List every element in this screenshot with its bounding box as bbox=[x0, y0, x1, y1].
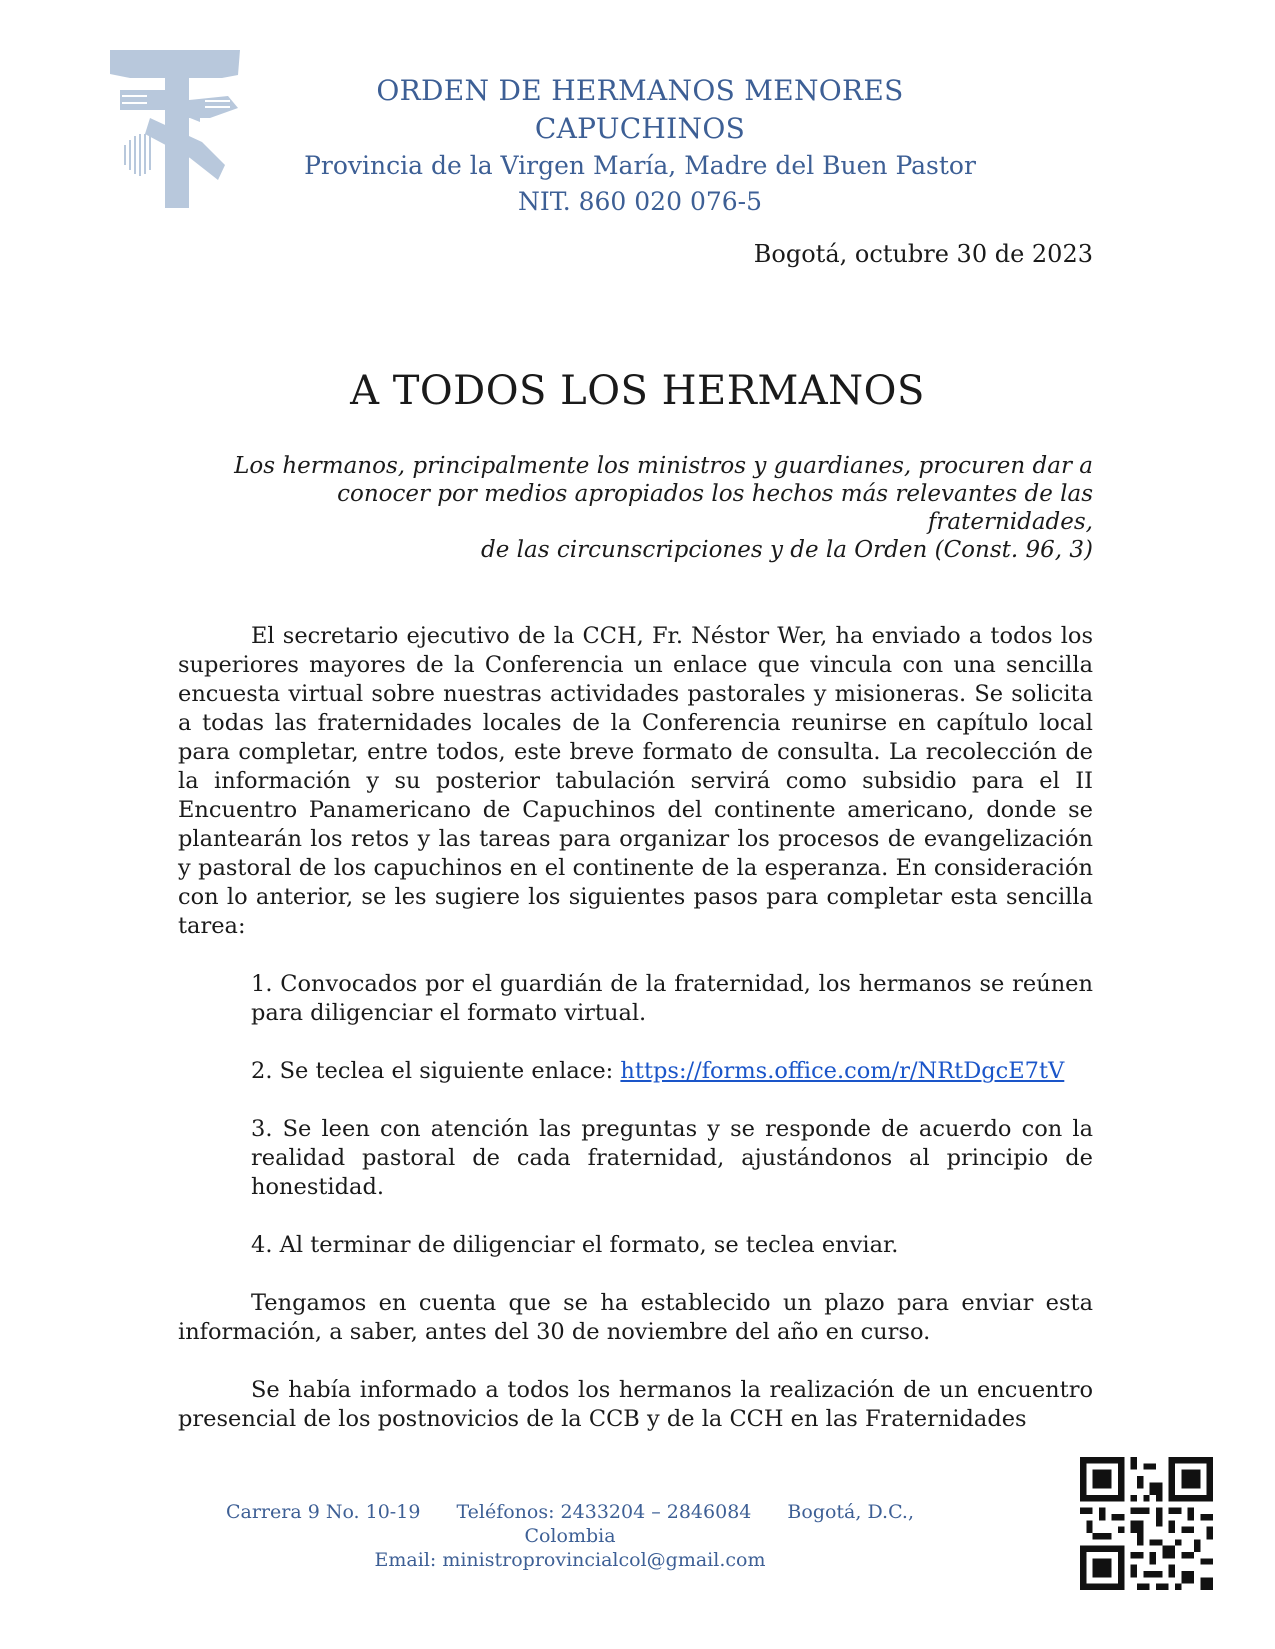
epigraph-line: de las circunscripciones y de la Orden (Const. 96, 3) bbox=[481, 537, 1093, 563]
footer-email: Email: ministroprovincialcol@gmail.com bbox=[374, 1549, 766, 1571]
footer-address: Carrera 9 No. 10-19 bbox=[225, 1501, 421, 1523]
footer-contact-line bbox=[200, 1500, 940, 1548]
epigraph-line: Los hermanos, principalmente los ministros y guardianes, procuren dar a bbox=[234, 453, 1093, 479]
step-2-text: 2. Se teclea el siguiente enlace: bbox=[251, 1058, 621, 1084]
epigraph-line: conocer por medios apropiados los hechos más relevantes de las fraternidades, bbox=[337, 481, 1093, 535]
letter-heading: A TODOS LOS HERMANOS bbox=[350, 368, 925, 414]
paragraph-meeting: Se había informado a todos los hermanos la realización de un encuentro presencial de los postnovicios de la CCB y de la CCH en las Fraternidades bbox=[178, 1377, 1093, 1432]
footer-phones: Teléfonos: 2433204 – 2846084 bbox=[456, 1501, 752, 1523]
step-1: 1. Convocados por el guardián de la fraternidad, los hermanos se reúnen para diligenciar el formato virtual. bbox=[251, 971, 1093, 1026]
province-name: Provincia de la Virgen María, Madre del Buen Pastor bbox=[304, 151, 976, 180]
letter-footer bbox=[200, 1500, 940, 1572]
org-name: ORDEN DE HERMANOS MENORES CAPUCHINOS bbox=[376, 74, 904, 145]
footer-city: Bogotá, D.C., Colombia bbox=[524, 1501, 915, 1547]
step-4: 4. Al terminar de diligenciar el formato, se teclea enviar. bbox=[251, 1232, 899, 1258]
tau-cross-logo-icon bbox=[110, 50, 250, 208]
step-3: 3. Se leen con atención las preguntas y se responde de acuerdo con la realidad pastoral de cada fraternidad, ajustándonos al principio de honestidad. bbox=[251, 1116, 1093, 1200]
paragraph-intro: El secretario ejecutivo de la CCH, Fr. Néstor Wer, ha enviado a todos los superiores mayores de la Conferencia un enlace que vincula con una sencilla encuesta virtual sobre nuestras actividades pastorales y misioneras. Se solicita a todas las fraternidades locales de la Conferencia reunirse en capítulo local para completar, entre todos, este breve formato de consulta. La recolección de la información y su posterior tabulación servirá como subsidio para el II Encuentro Panamericano de Capuchinos del continente americano, donde se plantearán los retos y las tareas para organizar los procesos de evangelización y pastoral de los capuchinos en el continente de la esperanza. En consideración con lo anterior, se les sugiere los siguientes pasos para completar esta sencilla tarea: bbox=[178, 623, 1093, 939]
nit-number: NIT. 860 020 076-5 bbox=[517, 187, 763, 216]
letter-date: Bogotá, octubre 30 de 2023 bbox=[753, 240, 1093, 268]
step-2 bbox=[178, 1057, 1093, 1086]
letterhead bbox=[270, 72, 1010, 220]
letter-body bbox=[178, 622, 1093, 1434]
survey-link[interactable]: https://forms.office.com/r/NRtDgcE7tV bbox=[620, 1058, 1065, 1084]
paragraph-deadline: Tengamos en cuenta que se ha establecido un plazo para enviar esta información, a saber, antes del 30 de noviembre del año en curso. bbox=[178, 1290, 1093, 1345]
epigraph-quote bbox=[170, 452, 1093, 564]
qr-code-icon bbox=[1080, 1457, 1213, 1590]
